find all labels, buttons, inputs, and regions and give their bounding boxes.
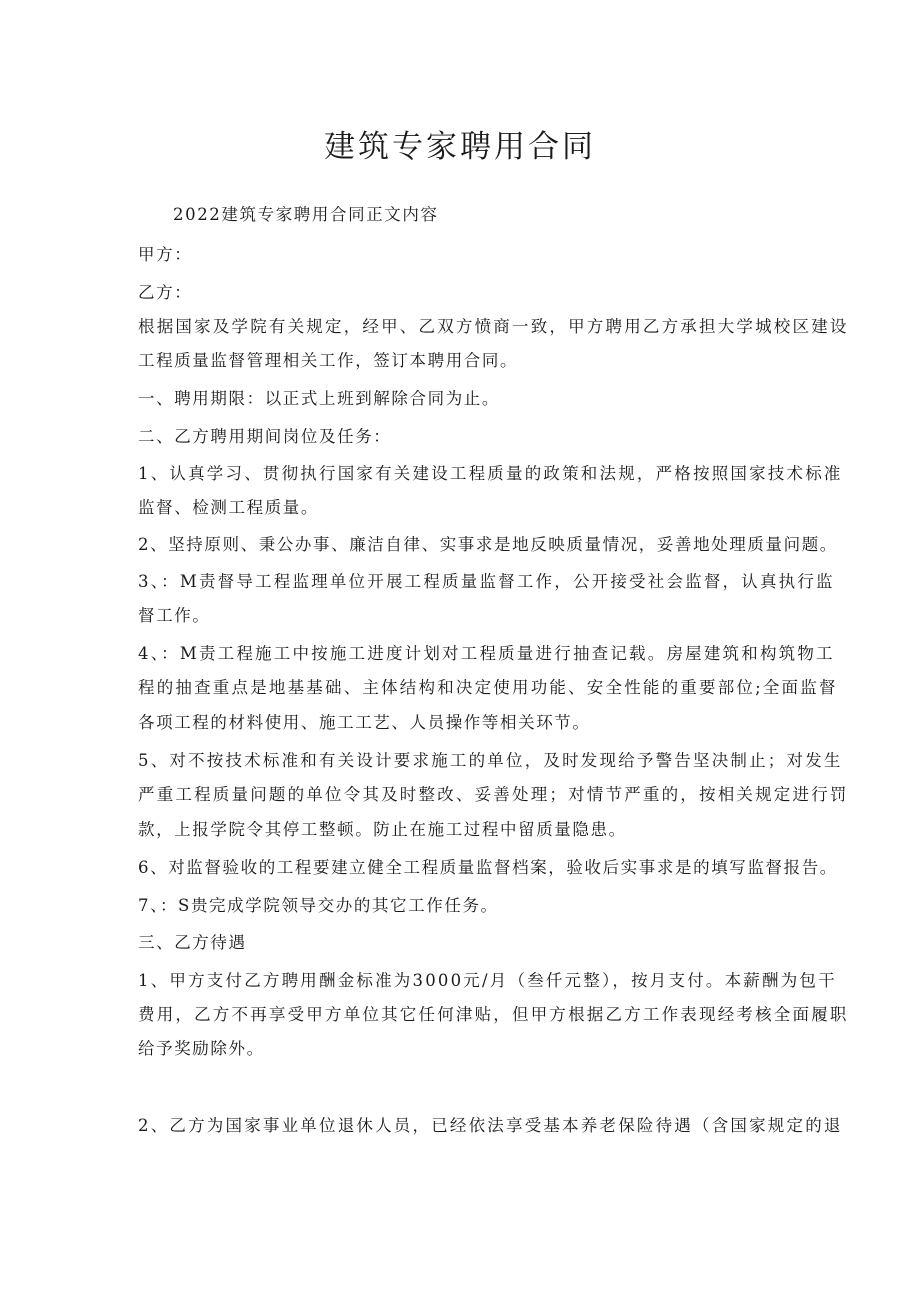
body-line: 1、认真学习、贯彻执行国家有关建设工程质量的政策和法规，严格按照国家技术标准 <box>138 464 843 483</box>
body-line: 4、：M责工程施工中按施工进度计划对工程质量进行抽查记载。房屋建筑和构筑物工 <box>138 644 835 663</box>
body-line: 2、坚持原则、秉公办事、廉洁自律、实事求是地反映质量情况，妥善地处理质量问题。 <box>138 535 838 554</box>
section-heading: 一、聘用期限：以正式上班到解除合同为止。 <box>138 389 500 408</box>
party-b-line: 乙方： <box>138 283 193 302</box>
body-line: 5、对不按技术标准和有关设计要求施工的单位，及时发现给予警告坚决制止；对发生 <box>138 751 843 770</box>
body-line: 工程质量监督管理相关工作，签订本聘用合同。 <box>138 351 519 370</box>
body-line: 款，上报学院令其停工整顿。防止在施工过程中留质量隐患。 <box>138 820 627 839</box>
body-line: 严重工程质量问题的单位令其及时整改、妥善处理；对情节严重的，按相关规定进行罚 <box>138 785 849 804</box>
subtitle-line: 2022建筑专家聘用合同正文内容 <box>173 205 439 224</box>
body-line: 6、对监督验收的工程要建立健全工程质量监督档案，验收后实事求是的填写监督报告。 <box>138 858 838 877</box>
body-line: 3、：M责督导工程监理单位开展工程质量监督工作，公开接受社会监督，认真执行监 <box>138 572 835 591</box>
body-line: 程的抽查重点是地基基础、主体结构和决定使用功能、安全性能的重要部位;全面监督 <box>138 678 838 697</box>
body-line: 7、：S贵完成学院领导交办的其它工作任务。 <box>138 896 499 915</box>
body-line: 根据国家及学院有关规定，经甲、乙双方愤商一致，甲方聘用乙方承担大学城校区建设 <box>138 317 849 336</box>
body-line: 给予奖励除外。 <box>138 1039 265 1058</box>
body-line: 1、甲方支付乙方聘用酬金标准为3000元/月（叁仟元整），按月支付。本薪酬为包干 <box>138 971 837 990</box>
body-line: 监督、检测工程质量。 <box>138 498 319 517</box>
body-line: 各项工程的材料使用、施工工艺、人员操作等相关环节。 <box>138 713 591 732</box>
body-line: 督工作。 <box>138 606 211 625</box>
document-title: 建筑专家聘用合同 <box>324 129 596 165</box>
body-line: 2、乙方为国家事业单位退休人员，已经依法享受基本养老保险待遇（含国家规定的退 <box>138 1116 843 1135</box>
body-line: 费用，乙方不再享受甲方单位其它任何津贴，但甲方根据乙方工作表现经考核全面履职 <box>138 1005 849 1024</box>
section-heading: 三、乙方待遇 <box>138 933 247 952</box>
section-heading: 二、乙方聘用期间岗位及任务： <box>138 427 392 446</box>
party-a-line: 甲方： <box>138 245 193 264</box>
